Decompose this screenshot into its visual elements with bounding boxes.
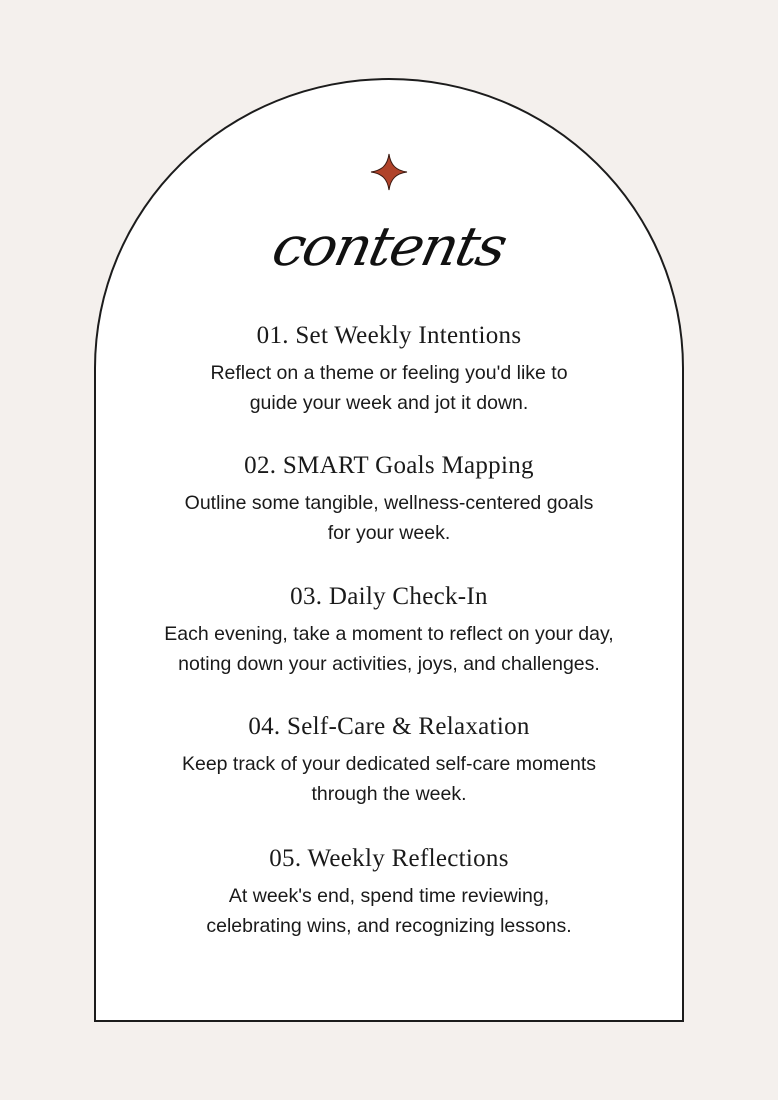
item-description-line: guide your week and jot it down. xyxy=(249,392,529,414)
item-heading: 02. SMART Goals Mapping xyxy=(244,452,534,479)
contents-item xyxy=(94,450,684,548)
item-heading: 04. Self-Care & Relaxation xyxy=(248,713,530,740)
contents-item xyxy=(94,711,684,809)
item-description xyxy=(144,619,634,679)
item-description-line: At week's end, spend time reviewing, xyxy=(228,885,550,907)
item-description xyxy=(144,488,634,548)
item-heading: 03. Daily Check-In xyxy=(290,583,488,610)
item-description-line: Each evening, take a moment to reflect on your day, xyxy=(164,623,614,645)
item-description-line: through the week. xyxy=(311,783,467,805)
item-description xyxy=(144,881,634,941)
four-point-star-icon xyxy=(370,153,408,191)
contents-item xyxy=(94,581,684,679)
item-description-line: noting down your activities, joys, and challenges. xyxy=(178,653,600,675)
item-heading: 05. Weekly Reflections xyxy=(269,845,509,872)
item-description xyxy=(144,358,634,418)
item-description-line: Keep track of your dedicated self-care moments xyxy=(181,753,597,775)
item-description-line: celebrating wins, and recognizing lessons. xyxy=(206,915,572,937)
contents-item xyxy=(94,843,684,941)
item-description-line: for your week. xyxy=(327,522,451,544)
item-description-line: Reflect on a theme or feeling you'd like to xyxy=(210,362,568,384)
item-description xyxy=(144,749,634,809)
page-title: contents xyxy=(266,215,512,278)
item-heading: 01. Set Weekly Intentions xyxy=(256,322,522,349)
item-description-line: Outline some tangible, wellness-centered goals xyxy=(184,492,594,514)
contents-item xyxy=(94,320,684,418)
